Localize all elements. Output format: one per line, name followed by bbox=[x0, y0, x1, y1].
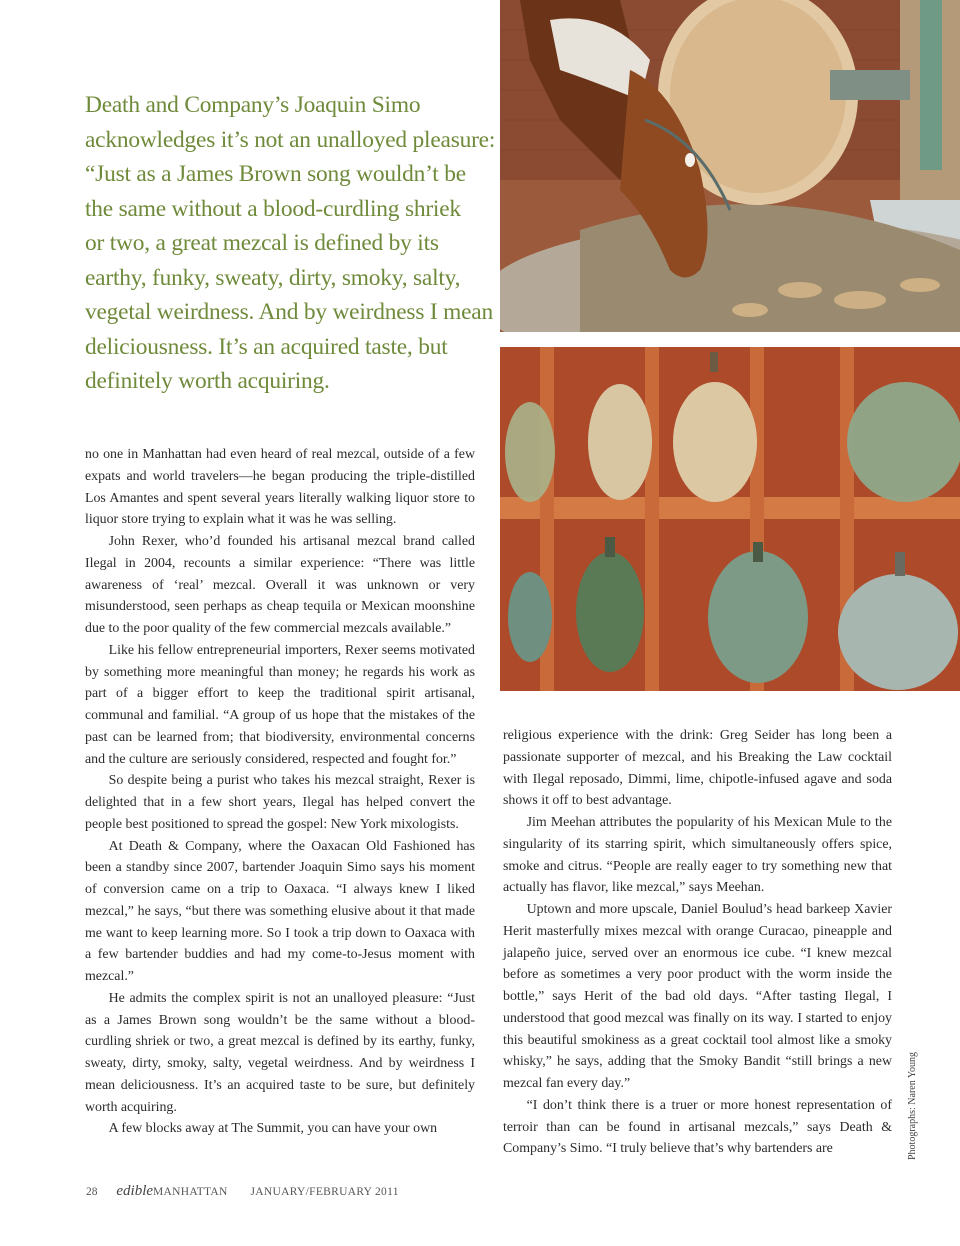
pull-quote-line: “Just as a James Brown song wouldn’t be bbox=[85, 161, 466, 187]
article-paragraph: “I don’t think there is a truer or more honest representation of terroir than can be found in artisanal mezcals,” says Death & Company’s Simo. “I truly believe that’s why bartenders are bbox=[503, 1097, 892, 1157]
horse-tahona-photo bbox=[500, 0, 960, 332]
pull-quote-line: definitely worth acquiring. bbox=[85, 368, 330, 394]
demijohn-shelves-illustration bbox=[500, 347, 960, 691]
issue-date: JANUARY/FEBRUARY 2011 bbox=[250, 1186, 399, 1198]
page-number: 28 bbox=[86, 1186, 98, 1198]
pull-quote-line: deliciousness. It’s an acquired taste, but bbox=[85, 333, 448, 360]
article-column-right bbox=[503, 725, 892, 1160]
horse-tahona-illustration bbox=[500, 0, 960, 332]
pull-quote-line: earthy, funky, sweaty, dirty, smoky, salty, bbox=[85, 264, 461, 291]
article-paragraph: Uptown and more upscale, Daniel Boulud’s head barkeep Xavier Herit masterfully mixes mezcal with orange Curacao, pineapple and jalapeño juice, served over an enormous ice cube. “I knew mezcal before as sometimes a very poor product with the worm inside the bottle,” says Herit of the bad old days. “After tasting Ilegal, I understood that good mezcal was finally on its way. I started to enjoy this beautiful smokiness as a great cocktail tool almost like a smoky whisky,” he says, adding that the Smoky Bandit “still brings a new mezcal fan every day.” bbox=[503, 902, 892, 1091]
pull-quote-line: or two, a great mezcal is defined by its bbox=[85, 230, 439, 256]
article-paragraph: Like his fellow entrepreneurial importers, Rexer seems motivated by something more meaningful than money; he regards his work as part of a bigger effort to keep the traditional spirit artisanal, communal and familial. “A group of us hope that the mistakes of the past can be learned from; that biodiversity, environmental concerns and the culture are seriously considered, respected and fought for.” bbox=[85, 642, 475, 767]
article-paragraph: religious experience with the drink: Greg Seider has long been a passionate supporter of mezcal, and his Breaking the Law cocktail with Ilegal reposado, Dimmi, lime, chipotle-infused agave and soda shows it off to best advantage. bbox=[503, 728, 892, 809]
pull-quote-line: acknowledges it’s not an unalloyed pleasure: bbox=[85, 126, 496, 153]
article-paragraph: He admits the complex spirit is not an unalloyed pleasure: “Just as a James Brown song wouldn’t be the same without a blood-curdling shriek or two, a great mezcal is defined by its earthy, funky, sweaty, dirty, smoky, salty, vegetal weirdness. And by weirdness I mean deliciousness. It’s an acquired taste to be sure, but definitely worth acquiring. bbox=[85, 990, 475, 1115]
article-paragraph: John Rexer, who’d founded his artisanal mezcal brand called Ilegal in 2004, recounts a similar experience: “There was little awareness of ‘real’ mezcal. Overall it was unknown or very misunderstood, seen perhaps as cheap tequila or Mexican moonshine due to the poor quality of the few commercial mezcals available.” bbox=[85, 534, 475, 636]
pull-quote-line: the same without a blood-curdling shriek bbox=[85, 195, 461, 222]
page-footer bbox=[86, 1183, 399, 1200]
article-paragraph: So despite being a purist who takes his mezcal straight, Rexer is delighted that in a few short years, Ilegal has helped convert the people best positioned to spread the gospel: New York mixologists. bbox=[85, 773, 475, 832]
pull-quote-line: Death and Company’s Joaquin Simo bbox=[85, 92, 421, 118]
article-paragraph: At Death & Company, where the Oaxacan Old Fashioned has been a standby since 2007, bartender Joaquin Simo says his moment of conversion came on a trip to Oaxaca. “I always knew I liked mezcal,” he says, “but there was something elusive about it that made me want to keep learning more. So I took a trip down to Oaxaca with a few bartender buddies and had my come-to-Jesus moment with mezcal.” bbox=[85, 838, 475, 984]
article-column-left bbox=[85, 444, 475, 1140]
article-paragraph: no one in Manhattan had even heard of real mezcal, outside of a few expats and world travelers—he began producing the triple-distilled Los Amantes and spent several years literally walking liquor store to liquor store trying to explain what it was he was selling. bbox=[85, 447, 475, 528]
pull-quote bbox=[85, 88, 496, 399]
article-paragraph: A few blocks away at The Summit, you can have your own bbox=[108, 1121, 438, 1137]
photo-credit: Photographs: Naren Young bbox=[907, 1051, 918, 1160]
pull-quote-line: vegetal weirdness. And by weirdness I mean bbox=[85, 299, 493, 325]
article-paragraph: Jim Meehan attributes the popularity of his Mexican Mule to the singularity of its starring spirit, which simultaneously offers spice, smoke and citrus. “People are really eager to try something new that actually has flavor, like mezcal,” says Meehan. bbox=[503, 815, 892, 896]
demijohn-shelves-photo bbox=[500, 347, 960, 691]
magazine-brand: edible bbox=[116, 1183, 154, 1199]
magazine-city: MANHATTAN bbox=[153, 1186, 228, 1198]
